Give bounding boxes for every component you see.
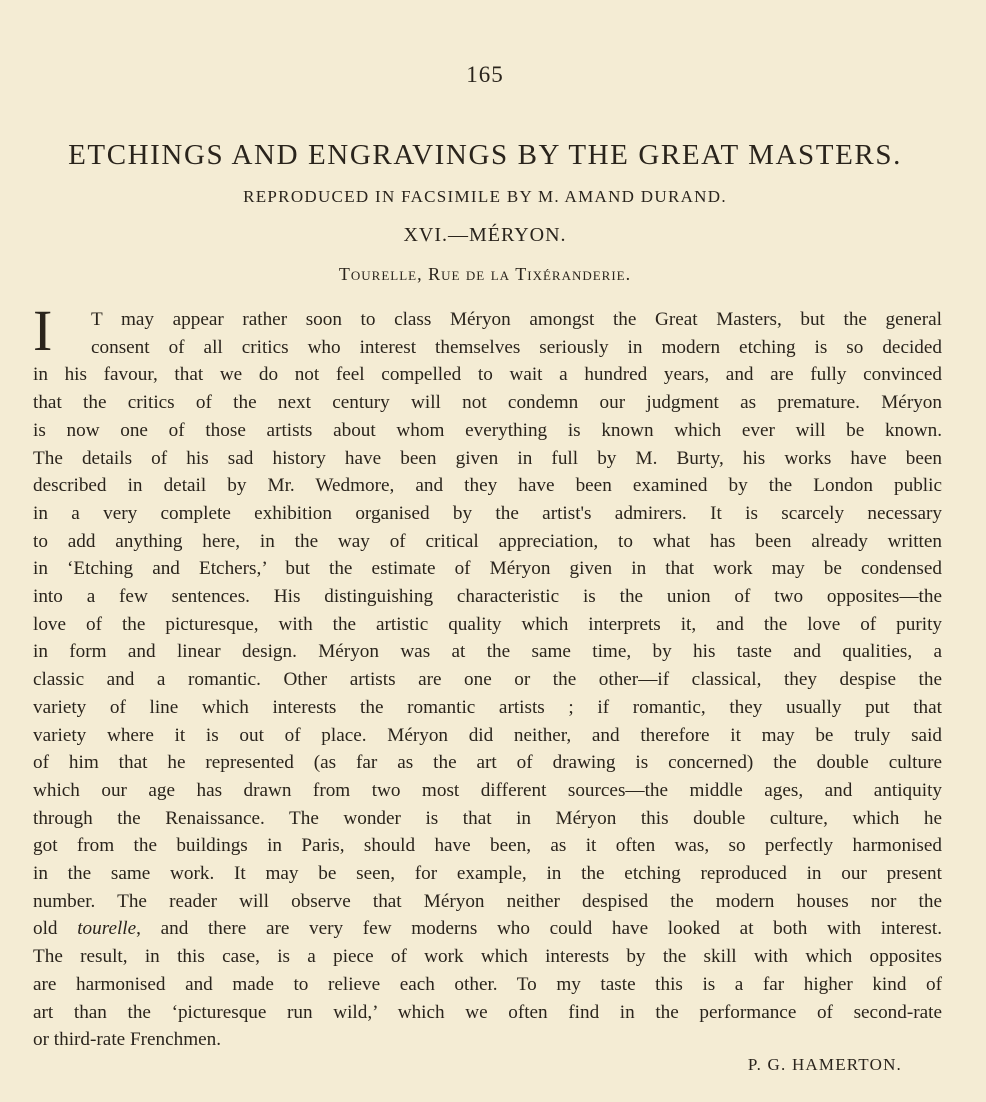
body-line: number. The reader will observe that Méryon neither despised the modern houses nor the [33, 890, 942, 912]
body-line: described in detail by Mr. Wedmore, and they have been examined by the London public [33, 475, 942, 497]
section-title: XVI.—MÉRYON. [403, 224, 567, 246]
body-line: The details of his sad history have been given in full by M. Burty, his works have been [33, 447, 942, 469]
body-line: which our age has drawn from two most different sources—the middle ages, and antiquity [33, 779, 942, 801]
italic-term: tourelle [77, 918, 137, 940]
drop-cap: I [33, 298, 53, 363]
body-line: variety of line which interests the romantic artists ; if romantic, they usually put that [33, 696, 942, 718]
plate-title: Tourelle, Rue de la Tixéranderie. [338, 264, 632, 284]
body-line: through the Renaissance. The wonder is that in Méryon this double culture, which he [33, 807, 942, 829]
body-line: in form and linear design. Méryon was at the same time, by his taste and qualities, a [33, 641, 942, 663]
body-line: into a few sentences. His distinguishing characteristic is the union of two opposites—the [33, 586, 942, 608]
body-line: is now one of those artists about whom everything is known which ever will be known. [33, 419, 942, 441]
body-line: T may appear rather soon to class Méryon amongst the Great Masters, but the general [91, 309, 942, 330]
body-line: of him that he represented (as far as the art of drawing is concerned) the double culture [33, 752, 942, 774]
body-text-run: , and there are very few moderns who could have looked at both with interest. [136, 918, 942, 940]
body-text-run: old [33, 918, 78, 940]
body-line: in his favour, that we do not feel compelled to wait a hundred years, and are fully convinced [33, 364, 942, 386]
body-line: to add anything here, in the way of critical appreciation, to what has been already written [33, 530, 942, 552]
body-line: in ‘Etching and Etchers,’ but the estimate of Méryon given in that work may be condensed [33, 558, 942, 580]
body-line: art than the ‘picturesque run wild,’ which we often find in the performance of second-rate [33, 1001, 942, 1023]
body-line: classic and a romantic. Other artists are one or the other—if classical, they despise the [33, 669, 942, 691]
author-signature: P. G. HAMERTON. [747, 1055, 902, 1074]
body-line: consent of all critics who interest themselves seriously in modern etching is so decided [91, 336, 942, 358]
body-line: that the critics of the next century will not condemn our judgment as premature. Méryon [33, 392, 942, 414]
page-title: ETCHINGS AND ENGRAVINGS BY THE GREAT MASTERS. [68, 139, 902, 171]
body-line: The result, in this case, is a piece of work which interests by the skill with which opposites [33, 946, 942, 968]
body-line: variety where it is out of place. Méryon did neither, and therefore it may be truly said [33, 724, 942, 746]
body-line [33, 915, 942, 943]
body-line: or third-rate Frenchmen. [33, 1029, 222, 1051]
body-line: in the same work. It may be seen, for example, in the etching reproduced in our present [33, 863, 942, 885]
article-body [33, 306, 942, 1054]
body-line: love of the picturesque, with the artistic quality which interprets it, and the love of purity [33, 613, 942, 635]
subtitle: REPRODUCED IN FACSIMILE BY M. AMAND DURAND. [243, 187, 727, 206]
page-number: 165 [466, 62, 504, 87]
body-line: got from the buildings in Paris, should have been, as it often was, so perfectly harmonised [33, 835, 942, 857]
body-line: in a very complete exhibition organised by the artist's admirers. It is scarcely necessary [33, 502, 942, 524]
body-line: are harmonised and made to relieve each other. To my taste this is a far higher kind of [33, 973, 942, 995]
